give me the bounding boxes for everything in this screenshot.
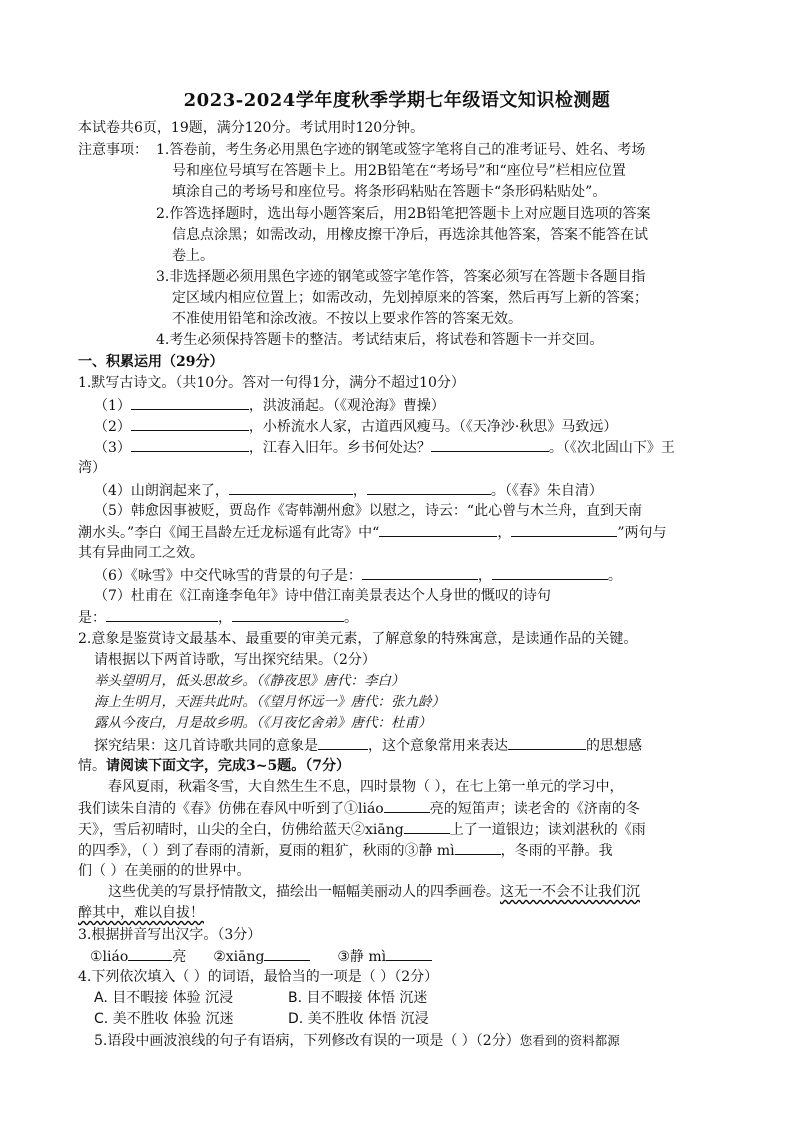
answer-blank[interactable] (431, 437, 549, 452)
note-3c: 不准使用铅笔和涂改液。不按以上要求作答的答案无效。 (172, 311, 522, 327)
q4-option-c[interactable]: C. 美不胜收 体验 沉迷 (94, 1011, 234, 1027)
wavy-sentence: 这无一不会不让我们沉 (500, 884, 640, 900)
answer-blank[interactable] (232, 607, 344, 622)
answer-blank[interactable] (386, 946, 432, 961)
answer-blank[interactable] (362, 565, 478, 580)
q1-item-5c: 其有异曲同工之效。 (78, 545, 204, 561)
note-1a: 1.答卷前，考生务必用黑色字迹的钢笔或签字笔将自己的准考证号、姓名、考场 (156, 142, 646, 158)
q2-poem-2: 海上生明月，天涯共此时。（《望月怀远一》唐代：张九龄） (94, 694, 445, 710)
q1-stem: 1.默写古诗文。（共10分。答对一句得1分，满分不超过10分） (78, 375, 465, 391)
note-3b: 定区域内相应位置上；如需改动，先划掉原来的答案，然后再写上新的答案； (172, 290, 648, 306)
note-1c: 填涂自己的考场号和座位号。将条形码粘贴在答题卡“条形码粘贴处”。 (172, 184, 607, 200)
q4-option-b[interactable]: B. 目不暇接 体悟 沉迷 (288, 990, 428, 1006)
q5-stem: 5.语段中画波浪线的句子有语病，下列修改有误的一项是（ ）（2分）您看到的资料都源 (94, 1033, 620, 1049)
answer-blank[interactable] (379, 522, 497, 537)
passage-line-4: 的四季》，（ ）到了春雨的清新，夏雨的粗犷，秋雨的③静 mì ，冬雨的平静。我 (78, 840, 613, 861)
q1-item-7b: 是： ， 。 (78, 607, 358, 628)
q2-result: 探究结果：这几首诗歌共同的意象是 ，这个意象常用来表达 的思想感 (94, 735, 642, 756)
q4-option-a[interactable]: A. 目不暇接 体验 沉浸 (94, 990, 234, 1006)
passage-line-5: 们（ ）在美丽的的世界中。 (78, 863, 251, 879)
q1-item-3: （3） ，江春入旧年。乡书何处达？ 。（《次北固山下》王 (94, 437, 675, 458)
note-4: 4.考生必须保持答题卡的整洁。考试结束后，将试卷和答题卡一并交回。 (156, 332, 604, 348)
passage-line-6: 这些优美的写景抒情散文，描绘出一幅幅美丽动人的四季画卷。这无一不会不让我们沉 (108, 884, 640, 900)
answer-blank[interactable] (131, 416, 249, 431)
answer-blank[interactable] (131, 395, 249, 410)
answer-blank[interactable] (106, 607, 218, 622)
answer-blank[interactable] (128, 946, 172, 961)
watermark-text: 您看到的资料都源 (519, 1033, 620, 1048)
q2-stem: 2.意象是鉴赏诗文最基本、最重要的审美元素，了解意象的特殊寓意，是读通作品的关键。 (78, 631, 638, 647)
passage-line-7 (78, 903, 204, 923)
note-3a: 3.非选择题必须用黑色字迹的钢笔或签字笔作答，答案必须写在答题卡各题目指 (156, 269, 646, 285)
q4-stem: 4.下列依次填入（ ）的词语，最恰当的一项是（ ）（2分） (78, 969, 439, 985)
answer-blank[interactable] (131, 437, 249, 452)
answer-blank[interactable] (455, 840, 501, 855)
note-1b: 号和座位号填写在答题卡上。用2B铅笔在“考场号”和“座位号”栏相应位置 (172, 163, 626, 179)
page-title: 2023-2024学年度秋季学期七年级语文知识检测题 (183, 90, 611, 111)
section-heading: 一、积累运用（29分） (78, 354, 224, 370)
answer-blank[interactable] (367, 480, 491, 495)
answer-blank[interactable] (384, 798, 430, 813)
answer-blank[interactable] (492, 565, 608, 580)
note-2a: 2.作答选择题时，选出每小题答案后，用2B铅笔把答题卡上对应题目选项的答案 (156, 206, 651, 222)
answer-blank[interactable] (508, 735, 586, 750)
answer-blank[interactable] (404, 819, 450, 834)
note-2c: 卷上。 (172, 248, 214, 264)
wavy-sentence-cont: 醉其中，难以自拔！ (78, 905, 204, 921)
q2-instruction: 请根据以下两首诗歌，写出探究结果。（2分） (94, 652, 376, 668)
q3-answers: ①liáo 亮 ②xiāng ③静 mì (90, 946, 432, 967)
q2-poem-1: 举头望明月，低头思故乡。（《静夜思》唐代：李白） (94, 673, 405, 689)
q3-stem: 3.根据拼音写出汉字。（3分） (78, 927, 262, 943)
notes-label: 注意事项： (78, 142, 148, 158)
answer-blank[interactable] (229, 480, 353, 495)
answer-blank[interactable] (511, 522, 617, 537)
q4-option-d[interactable]: D. 美不胜收 体悟 沉浸 (288, 1011, 429, 1027)
note-2b: 信息点涂黑；如需改动，用橡皮擦干净后，再选涂其他答案，答案不能答在试 (172, 227, 648, 243)
q1-item-4: （4）山朗润起来了， ， 。（《春》朱自清） (94, 480, 603, 501)
q2-poem-3: 露从今夜白，月是故乡明。（《月夜忆舍弟》唐代：杜甫） (94, 715, 432, 731)
q1-item-1: （1） ，洪波涌起。（《观沧海》曹操） (94, 395, 445, 416)
answer-blank[interactable] (318, 735, 368, 750)
passage-line-2: 我们读朱自清的《春》仿佛在春风中听到了①liáo 亮的短笛声；读老舍的《济南的冬 (78, 798, 640, 819)
passage-line-3: 天》，雪后初晴时，山尖的全白，仿佛给蓝天②xiāng 上了一道银边；读刘湛秋的《雨 (78, 819, 646, 840)
q1-item-5b: 潮水头。”李白《闻王昌龄左迁龙标遥有此寄》中“ ， ”两句与 (78, 522, 667, 543)
q1-item-3-cont: 湾） (78, 460, 106, 476)
q1-item-5a: （5）韩愈因事被贬，贾岛作《寄韩潮州愈》以慰之，诗云：“此心曾与木兰舟，直到天南 (94, 503, 643, 519)
q1-item-6: （6）《咏雪》中交代咏雪的背景的句子是： ， 。 (94, 565, 622, 586)
passage-line-1: 春风夏雨，秋霜冬雪，大自然生生不息，四时景物（ ），在七上第一单元的学习中， (108, 779, 624, 795)
answer-blank[interactable] (264, 946, 310, 961)
q1-item-2: （2） ，小桥流水人家，古道西风瘦马。（《天净沙·秋思》马致远） (94, 416, 617, 437)
reading-instruction: 情。请阅读下面文字，完成3~5题。（7分） (78, 758, 350, 774)
exam-info: 本试卷共6页，19题，满分120分。考试用时120分钟。 (78, 120, 425, 136)
q1-item-7a: （7）杜甫在《江南逢李龟年》诗中借江南美景表达个人身世的慨叹的诗句 (94, 588, 551, 604)
